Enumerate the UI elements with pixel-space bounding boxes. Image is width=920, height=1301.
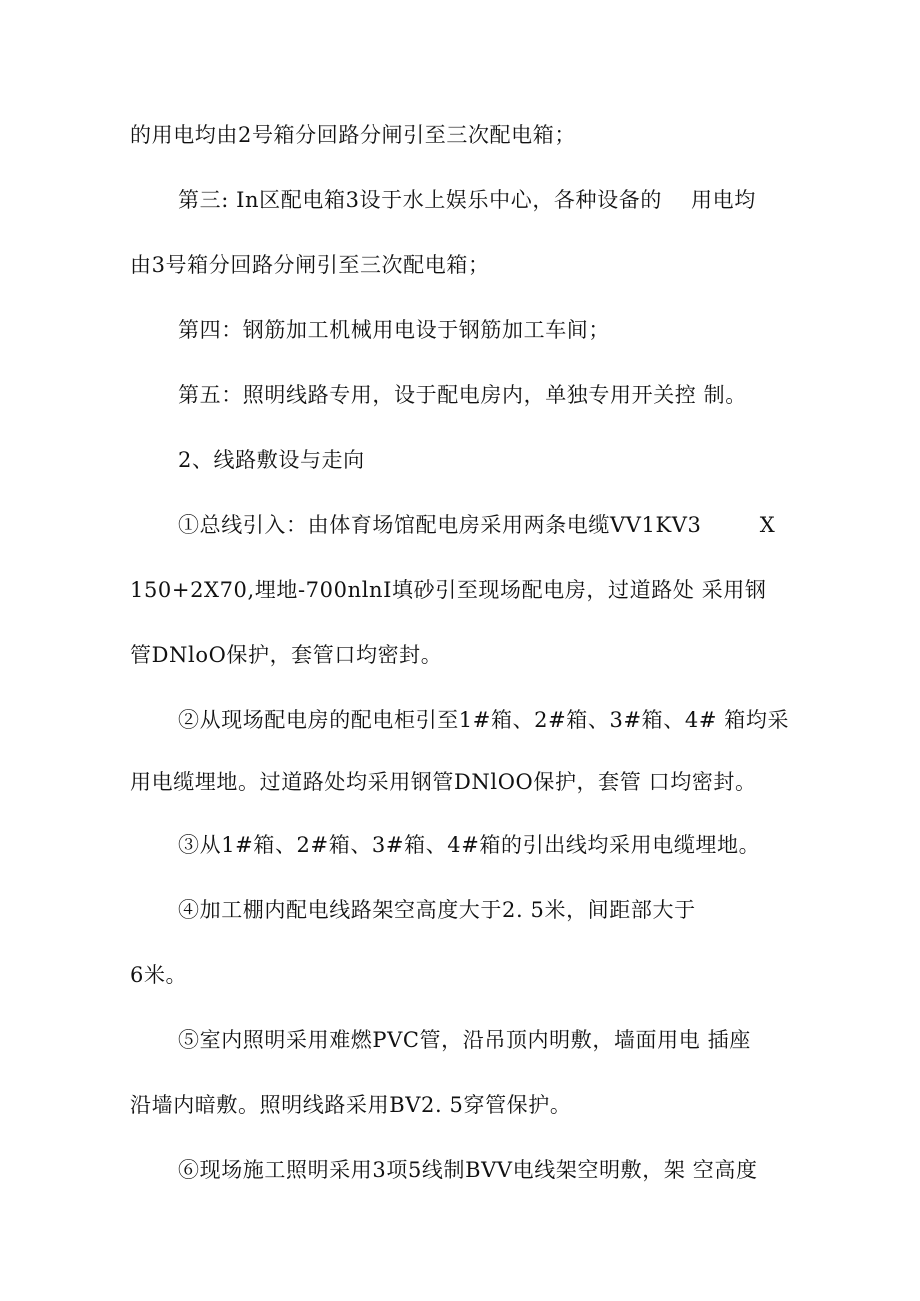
text-line-7: ①总线引入：由体育场馆配电房采用两条电缆VV1KV3 X xyxy=(178,513,776,537)
text-line-2: 第三: In区配电箱3设于水上娱乐中心，各种设备的 用电均 xyxy=(178,188,756,212)
text-line-3: 由3号箱分回路分闸引至三次配电箱； xyxy=(130,253,490,277)
section-heading: 2、线路敷设与走向 xyxy=(178,448,365,472)
text-line-11: 用电缆埋地。过道路处均采用钢管DNlOO保护，套管 口均密封。 xyxy=(130,770,757,794)
text-line-9: 管DNloO保护，套管口均密封。 xyxy=(130,643,443,667)
text-line-1: 的用电均由2号箱分回路分闸引至三次配电箱； xyxy=(130,123,576,147)
text-line-4: 第四：钢筋加工机械用电设于钢筋加工车间； xyxy=(178,318,610,342)
text-line-12: ③从1#箱、2#箱、3#箱、4#箱的引出线均采用电缆埋地。 xyxy=(178,833,761,857)
text-line-15: ⑤室内照明采用难燃PVC管，沿吊顶内明敷，墙面用电 插座 xyxy=(178,1028,751,1052)
text-line-17: ⑥现场施工照明采用3项5线制BVV电线架空明敷，架 空高度 xyxy=(178,1158,758,1182)
text-line-16: 沿墙内暗敷。照明线路采用BV2. 5穿管保护。 xyxy=(130,1093,572,1117)
text-line-10: ②从现场配电房的配电柜引至1#箱、2#箱、3#箱、4# 箱均采 xyxy=(178,708,790,732)
text-line-8: 150+2X70,埋地-700nlnI填砂引至现场配电房，过道路处 采用钢 xyxy=(130,578,767,602)
text-line-14: 6米。 xyxy=(130,963,188,987)
text-line-5: 第五：照明线路专用，设于配电房内，单独专用开关控 制。 xyxy=(178,383,747,407)
text-line-13: ④加工棚内配电线路架空高度大于2. 5米，间距部大于 xyxy=(178,898,696,922)
